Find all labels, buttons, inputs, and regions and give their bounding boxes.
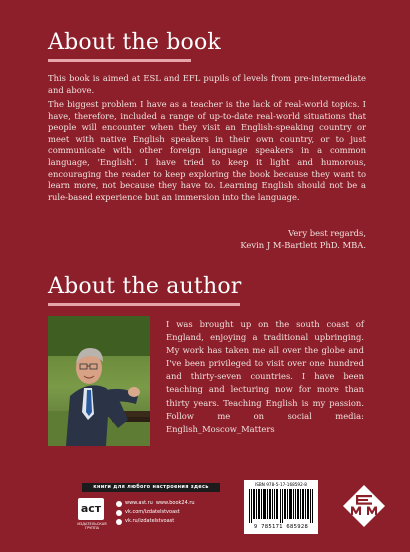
link-row[interactable] xyxy=(116,499,214,508)
barcode-panel xyxy=(244,480,318,534)
barcode-icon xyxy=(249,489,313,523)
author-photo xyxy=(48,316,150,446)
heading-underline xyxy=(48,303,240,306)
social-link[interactable]: vk.com/izdatelstvoast xyxy=(125,509,180,515)
link-row[interactable] xyxy=(116,517,214,526)
isbn-number: ISBN 978-5-17-168592-8 xyxy=(255,482,307,487)
link-row[interactable] xyxy=(116,508,214,517)
website-link[interactable]: www.ast.ru xyxy=(125,500,153,506)
globe-icon xyxy=(116,501,122,507)
author-portrait-illustration xyxy=(48,316,150,446)
emm-logo-icon xyxy=(342,484,386,528)
author-signature: Kevin J M-Bartlett PhD. MBA. xyxy=(240,240,366,250)
vk-icon xyxy=(116,519,122,525)
about-book-heading: About the book xyxy=(48,30,221,55)
vk-icon xyxy=(116,510,122,516)
publisher-links xyxy=(116,499,214,526)
publisher-subtitle: ИЗДАТЕЛЬСКАЯ ГРУППА xyxy=(77,522,107,530)
heading-underline xyxy=(48,59,191,62)
emm-logo xyxy=(342,484,386,528)
about-author-heading: About the author xyxy=(48,274,242,299)
about-author-text: I was brought up on the south coast of England, enjoying a traditional upbringing. My work has taken me all over the globe and I've been privileged to visit over one hundred and thirty-seven countries. I have been teaching and lecturing now for more than thirty years. Teaching English is my passion. Follow me on social media: English_Moscow_Matters xyxy=(166,319,364,434)
about-book-intro: This book is aimed at ESL and EFL pupils of levels from pre-intermediate and above. xyxy=(48,73,366,95)
regards-line: Very best regards, xyxy=(288,228,366,238)
ast-publisher-logo: аст xyxy=(78,498,104,520)
social-link[interactable]: vk.ru/izdatelstvoast xyxy=(125,518,175,524)
publisher-tagline: книги для любого настроения здесь xyxy=(82,483,220,492)
website-link[interactable]: www.book24.ru xyxy=(155,500,195,506)
about-book-body: The biggest problem I have as a teacher is the lack of real-world topics. I have, therefore, included a range of up-to-date real-world situations that people will encounter when they visit an English-speaking country or meet with native English speakers in their own country, or to just communicate with other foreign language speakers in a common language, 'English'. I have tried to keep it light and humorous, encouraging the reader to keep exploring the book because they want to learn more, not because they have to. Learning English should not be a rule-based experience but an immersion into the language. xyxy=(48,99,366,202)
barcode-digits: 9 785171 685928 xyxy=(253,524,309,530)
